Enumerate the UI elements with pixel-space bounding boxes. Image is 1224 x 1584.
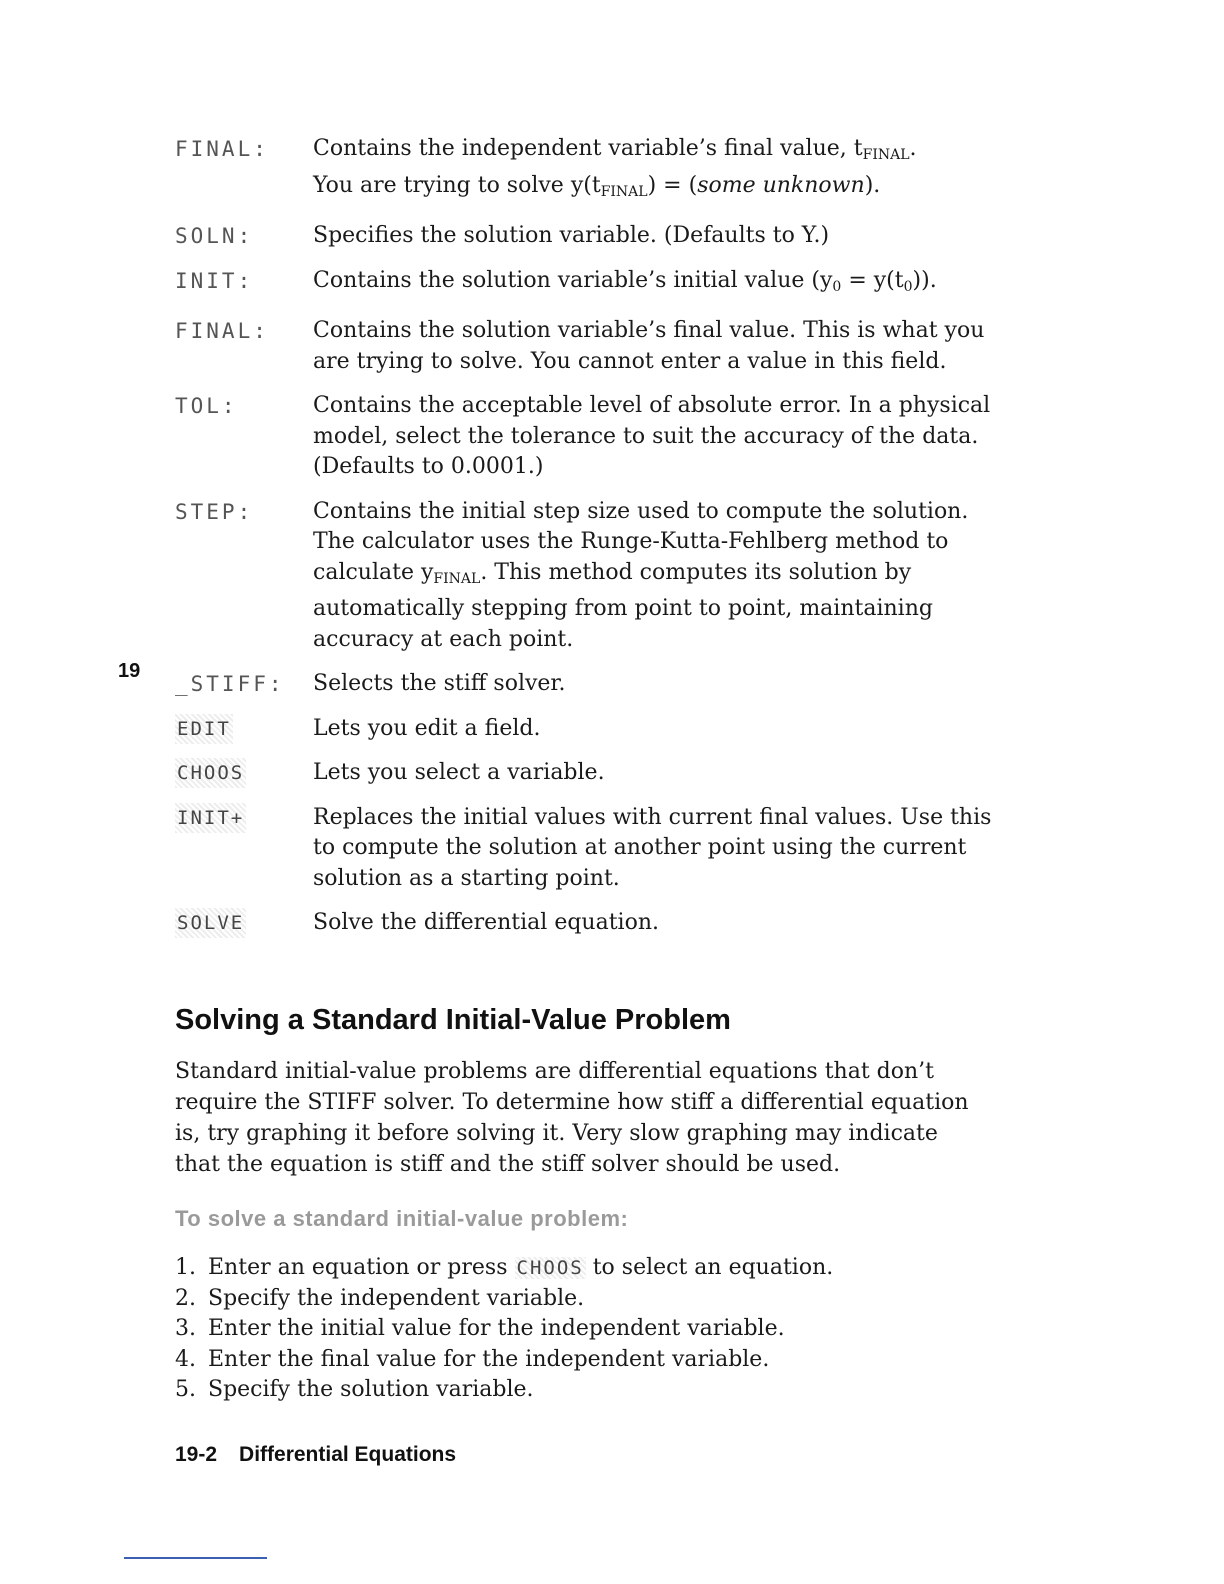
- page-footer: [175, 1443, 456, 1467]
- bottom-rule: [124, 1557, 267, 1559]
- definition-text: Specifies the solution variable. (Defaults to Y.): [313, 223, 830, 248]
- chapter-title: Differential Equations: [239, 1443, 457, 1466]
- definition-text: Contains the solution variable’s initial value $(y_0 = y(t_0))$.: [313, 267, 937, 295]
- field-label-init: INIT:: [175, 268, 254, 293]
- menu-key-edit: EDIT: [175, 714, 233, 744]
- definition-row: [175, 391, 1005, 483]
- menu-key-init-plus: INIT+: [175, 803, 246, 833]
- procedure-title: To solve a standard initial-value problem:: [175, 1206, 629, 1231]
- field-label-stiff: _STIFF:: [175, 672, 285, 696]
- list-item: 5. Specify the solution variable.: [175, 1377, 534, 1402]
- definition-text: Solve the differential equation.: [313, 910, 659, 935]
- list-item: 3. Enter the initial value for the independent variable.: [175, 1316, 785, 1341]
- page-number: 19-2: [175, 1443, 218, 1466]
- field-label-tol: TOL:: [175, 394, 238, 418]
- definition-row: [175, 316, 1005, 377]
- menu-key-solve: SOLVE: [175, 908, 246, 938]
- list-item: 2. Specify the independent variable.: [175, 1285, 585, 1311]
- definition-row: [175, 497, 1005, 656]
- field-label-final-solution: FINAL:: [175, 319, 269, 343]
- field-label-step: STEP:: [175, 499, 254, 524]
- list-item: 4. Enter the final value for the independent variable.: [175, 1346, 770, 1372]
- definition-row: [175, 266, 1005, 303]
- definition-row: [175, 714, 1005, 745]
- definition-list: [175, 134, 1005, 953]
- definition-text: Lets you select a variable.: [313, 760, 605, 785]
- definition-text: Lets you edit a field.: [313, 715, 541, 741]
- definition-row: [175, 134, 1005, 207]
- section-intro: Standard initial-value problems are differential equations that don’t require the STIFF solver. To determine how stiff a differential equation is, try graphing it before solving it. Very slow graphing may indicate that the equation is stiff and the stiff solver should be used.: [175, 1059, 969, 1177]
- section-heading: Solving a Standard Initial-Value Problem: [175, 1004, 731, 1036]
- definition-text: Contains the initial step size used to compute the solution. The calculator uses the Runge-Kutta-Fehlberg method to calculate $y_{FINAL}$. This method computes its solution by automatically stepping from point to point, maintaining accuracy at each point.: [313, 498, 969, 652]
- definition-row: [175, 908, 1005, 939]
- field-label-soln: SOLN:: [175, 224, 254, 248]
- field-label-final-independent: FINAL:: [175, 137, 269, 161]
- definition-text: Contains the solution variable’s final value. This is what you are trying to solve. You cannot enter a value in this field.: [313, 318, 985, 374]
- definition-row: [175, 803, 1005, 895]
- menu-key-choos: CHOOS: [175, 758, 246, 788]
- procedure-steps: [175, 1253, 833, 1406]
- definition-text: Contains the independent variable’s final value, $t_{FINAL}$. You are trying to solve $y(t_{FINAL})$ = (some unknown).: [313, 136, 917, 200]
- menu-key-choos-inline: CHOOS: [516, 1257, 584, 1279]
- definition-text: Replaces the initial values with current final values. Use this to compute the solution at another point using the current solution as a starting point.: [313, 804, 992, 891]
- list-item: 1. Enter an equation or press CHOOS to select an equation.: [175, 1255, 834, 1280]
- definition-row: [175, 669, 1005, 700]
- chapter-tab: 19: [118, 660, 141, 682]
- definition-text: Selects the stiff solver.: [313, 671, 566, 696]
- definition-row: [175, 221, 1005, 252]
- definition-text: Contains the acceptable level of absolute error. In a physical model, select the tolerance to suit the accuracy of the data. (Defaults to 0.0001.): [313, 393, 991, 479]
- definition-row: [175, 758, 1005, 789]
